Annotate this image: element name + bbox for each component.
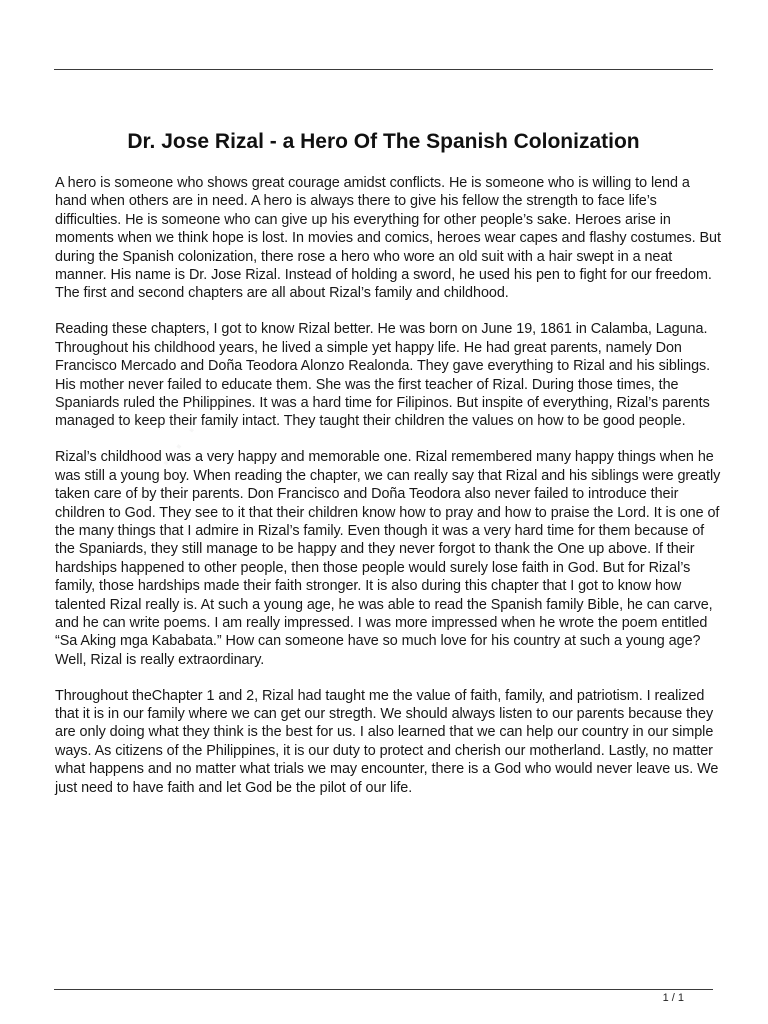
paragraph-3: Rizal’s childhood was a very happy and memorable one. Rizal remembered many happy things when he was still a young boy. When reading the chapter, we can really say that Rizal and his siblings were greatly taken care of by their parents. Don Francisco and Doña Teodora also never failed to introduce their children to God. They see to it that their children know how to pray and how to praise the Lord. It is one of the many things that I admire in Rizal’s family. Even though it was a very hard time for them because of the Spaniards, they still manage to be happy and they never forgot to thank the One up above. If their hardships happened to other people, then those people would surely lose faith in God. But for Rizal’s family, those hardships made their faith stronger. It is also during this chapter that I got to know how talented Rizal really is. At such a young age, he was able to read the Spanish family Bible, he can carve, and he can write poems. I am really impressed. I was more impressed when he wrote the poem entitled “Sa Aking mga Kababata.” How can someone have so much love for his country at such a young age? Well, Rizal is really extraordinary. xyxy=(55,449,721,668)
faint-watermark: · · · · · · · xyxy=(95,412,209,544)
paragraph-4: Throughout theChapter 1 and 2, Rizal had taught me the value of faith, family, and patriotism. I realized that it is in our family where we can get our stregth. We should always listen to our parents because they are only doing what they think is the best for us. I also learned that we can help our country in our simple ways. As citizens of the Philippines, it is our duty to protect and cherish our motherland. Lastly, no matter what happens and no matter what trials we may encounter, there is a God who would never leave us. We just need to have faith and let God be the pilot of our life. xyxy=(55,687,719,796)
document-title: Dr. Jose Rizal - a Hero Of The Spanish Colonization xyxy=(127,130,640,153)
footer-rule xyxy=(54,989,713,990)
header-rule xyxy=(54,69,713,70)
page-number: 1 / 1 xyxy=(662,992,684,1004)
document-body xyxy=(55,174,725,815)
paragraph-2: Reading these chapters, I got to know Rizal better. He was born on June 19, 1861 in Calamba, Laguna. Throughout his childhood years, he lived a simple yet happy life. He had great parents, namely Don Francisco Mercado and Doña Teodora Alonzo Realonda. They gave everything to Rizal and his siblings. His mother never failed to educate them. She was the first teacher of Rizal. During those times, the Spaniards ruled the Philippines. It was a hard time for Filipinos. But inspite of everything, Rizal’s parents managed to keep their family intact. They taught their children the values on how to be good people. xyxy=(55,321,711,430)
paragraph-1: A hero is someone who shows great courage amidst conflicts. He is someone who is willing to lend a hand when others are in need. A hero is always there to give his fellow the strength to face life’s difficulties. He is someone who can give up his everything for other people’s sake. Heroes arise in moments when we think hope is lost. In movies and comics, heroes wear capes and flashy costumes. But during the Spanish colonization, there rose a hero who wore an old suit with a hair swept in a neat manner. His name is Dr. Jose Rizal. Instead of holding a sword, he used his pen to fight for our freedom. The first and second chapters are all about Rizal’s family and childhood. xyxy=(55,175,721,302)
